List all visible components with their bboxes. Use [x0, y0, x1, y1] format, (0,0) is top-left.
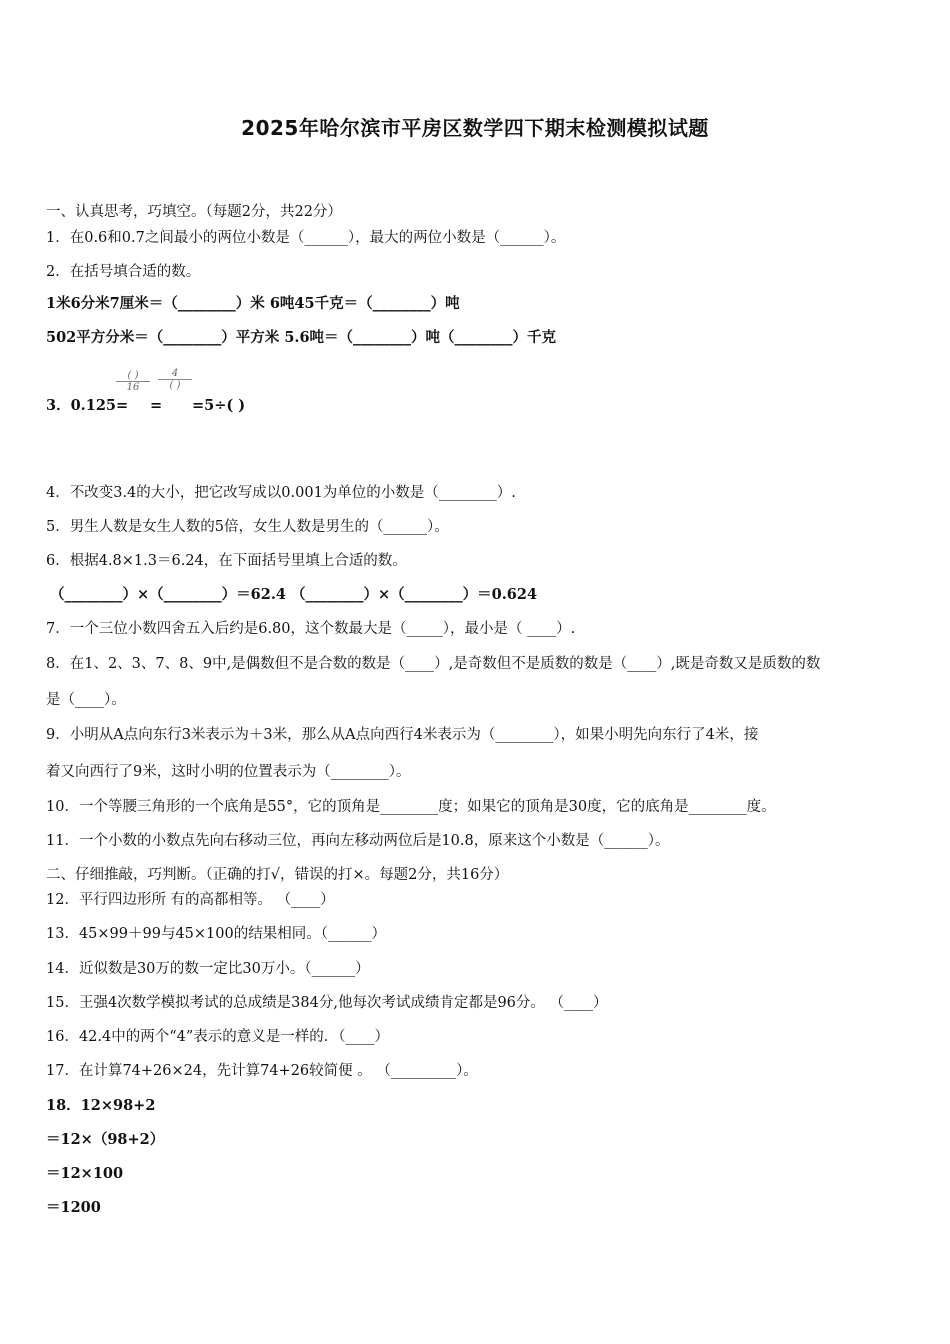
question-2b: 502平方分米＝（________）平方米 5.6吨＝（________）吨（________）千克 — [46, 329, 557, 346]
section-heading-2: 二、仔细推敲，巧判断。（正确的打√，错误的打×。每题2分，共16分） — [46, 867, 509, 883]
question-17: 17．在计算74+26×24，先计算74+26较简便 。 （_________）。 — [46, 1063, 478, 1079]
question-13: 13．45×99＋99与45×100的结果相同。（______） — [46, 926, 386, 942]
question-4: 4．不改变3.4的大小，把它改写成以0.001为单位的小数是（________）. — [46, 485, 516, 501]
question-6a: （________）×（________）＝62.4 （________）×（________）＝0.624 — [50, 586, 538, 603]
question-3-equals: = — [150, 397, 163, 414]
question-9b: 着又向西行了9米，这时小明的位置表示为（________）。 — [46, 764, 411, 780]
question-11: 11．一个小数的小数点先向右移动三位，再向左移动两位后是10.8，原来这个小数是（______）。 — [46, 833, 670, 849]
question-18-line-3: ＝12×100 — [46, 1165, 124, 1182]
section-heading-1: 一、认真思考，巧填空。（每题2分，共22分） — [46, 204, 342, 220]
question-15: 15．王强4次数学模拟考试的总成绩是384分,他每次考试成绩肯定都是96分。 （____） — [46, 995, 608, 1011]
question-12: 12．平行四边形所 有的高都相等。 （____） — [46, 892, 335, 908]
question-3-suffix: =5÷( ) — [192, 397, 246, 414]
question-10: 10．一个等腰三角形的一个底角是55°，它的顶角是________度；如果它的顶角是30度，它的底角是________度。 — [46, 799, 776, 815]
question-18-line-4: ＝1200 — [46, 1199, 101, 1216]
question-14: 14．近似数是30万的数一定比30万小。（______） — [46, 961, 370, 977]
question-8b: 是（____）。 — [46, 692, 126, 708]
question-1: 1．在0.6和0.7之间最小的两位小数是（______），最大的两位小数是（______）。 — [46, 230, 566, 246]
question-18-line-2: ＝12×（98+2） — [46, 1131, 165, 1148]
question-7: 7．一个三位小数四舍五入后约是6.80，这个数最大是（_____），最小是（ ____）. — [46, 621, 576, 637]
question-3-fraction-2 — [158, 368, 192, 391]
question-5: 5．男生人数是女生人数的5倍，女生人数是男生的（______）。 — [46, 519, 449, 535]
fraction-1-denominator: 16 — [126, 382, 140, 393]
question-16: 16．42.4中的两个“4”表示的意义是一样的．（____） — [46, 1029, 390, 1045]
question-3-prefix: 3．0.125= — [46, 397, 129, 414]
fraction-2-numerator: 4 — [158, 368, 192, 380]
question-3-fraction-1 — [116, 370, 150, 393]
question-2: 2．在括号填合适的数。 — [46, 264, 201, 280]
page-title: 2025年哈尔滨市平房区数学四下期末检测模拟试题 — [241, 116, 709, 140]
question-8a: 8．在1、2、3、7、8、9中,是偶数但不是合数的数是（____）,是奇数但不是质数的数是（____）,既是奇数又是质数的数 — [46, 656, 821, 672]
question-9a: 9．小明从A点向东行3米表示为＋3米，那么从A点向西行4米表示为（________），如果小明先向东行了4米，接 — [46, 727, 759, 743]
question-2a: 1米6分米7厘米＝（________）米 6吨45千克＝（________）吨 — [46, 295, 460, 312]
fraction-2-denominator: ( ) — [169, 380, 181, 391]
question-6: 6．根据4.8×1.3＝6.24，在下面括号里填上合适的数。 — [46, 553, 407, 569]
question-18-line-1: 18．12×98+2 — [46, 1097, 156, 1114]
fraction-1-numerator: ( ) — [116, 370, 150, 382]
